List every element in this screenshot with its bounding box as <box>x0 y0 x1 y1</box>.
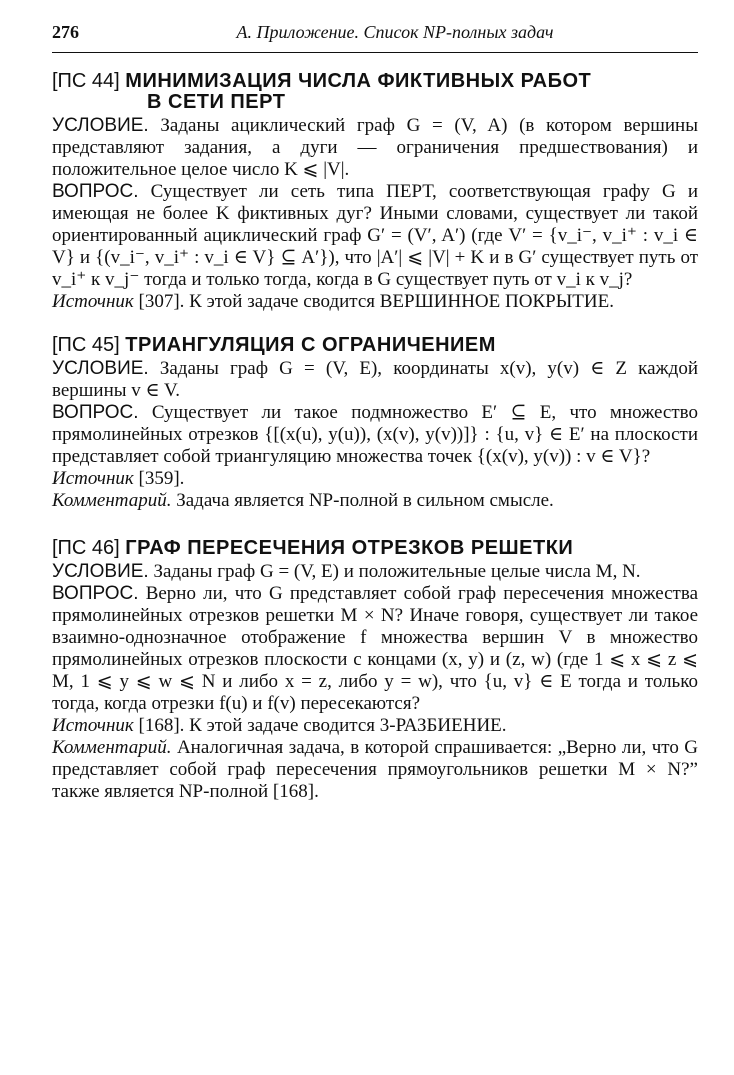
condition-label: УСЛОВИЕ. <box>52 358 149 379</box>
comment-paragraph <box>52 737 698 803</box>
source-text: [168]. К этой задаче сводится 3-РАЗБИЕНИЕ. <box>138 715 507 736</box>
source-label: Источник <box>52 468 134 489</box>
comment-label: Комментарий. <box>52 737 172 758</box>
running-header <box>52 22 698 53</box>
problem-ps45 <box>52 335 698 512</box>
problem-name: МИНИМИЗАЦИЯ ЧИСЛА ФИКТИВНЫХ РАБОТ <box>125 70 592 92</box>
problem-code: [ПС 44] <box>52 70 120 92</box>
question-paragraph <box>52 181 698 291</box>
condition-paragraph <box>52 115 698 181</box>
page-number: 276 <box>52 22 79 42</box>
running-title: А. Приложение. Список NP-полных задач <box>236 22 554 42</box>
question-text: Существует ли сеть типа ПЕРТ, соответствующая графу G и имеющая не более K фиктивных дуг? Иными словами, существует ли такой ориентированный ациклический граф G′ = (V′, A′) (где V′ = {v_i⁻, v_i⁺ : v_i ∈ V} и {(v_i⁻, v_i⁺ : v_i ∈ V} ⊆ A′}), что |A′| ⩽ |V| + K и в G′ существует путь от v_i⁺ к v_j⁻ тогда и только тогда, когда в G существует путь от v_i к v_j? <box>52 181 699 290</box>
condition-text: Заданы граф G = (V, E) и положительные целые числа M, N. <box>153 561 641 582</box>
condition-text: Заданы ациклический граф G = (V, A) (в котором вершины представляют задания, а дуги — ограничения предшествования) и положительное целое число K ⩽ |V|. <box>52 115 698 180</box>
source-text: [307]. К этой задаче сводится ВЕРШИННОЕ ПОКРЫТИЕ. <box>138 291 614 312</box>
question-label: ВОПРОС. <box>52 583 139 604</box>
problem-ps44 <box>52 71 698 313</box>
comment-text: Задача является NP-полной в сильном смысле. <box>176 490 554 511</box>
problem-title <box>52 538 698 559</box>
problem-ps46 <box>52 538 698 803</box>
source-paragraph <box>52 468 698 490</box>
problem-code: [ПС 46] <box>52 537 120 559</box>
condition-paragraph <box>52 561 698 583</box>
source-paragraph <box>52 715 698 737</box>
problem-name: ГРАФ ПЕРЕСЕЧЕНИЯ ОТРЕЗКОВ РЕШЕТКИ <box>125 537 574 559</box>
comment-text: Аналогичная задача, в которой спрашивается: „Верно ли, что G представляет собой граф пересечения прямоугольников решетки M × N?” также является NP-полной [168]. <box>52 737 698 802</box>
question-label: ВОПРОС. <box>52 181 139 202</box>
comment-paragraph <box>52 490 698 512</box>
problem-title <box>52 71 698 113</box>
problem-name: ТРИАНГУЛЯЦИЯ С ОГРАНИЧЕНИЕМ <box>125 334 496 356</box>
source-text: [359]. <box>138 468 185 489</box>
question-text: Верно ли, что G представляет собой граф пересечения множества прямолинейных отрезков решетки M × N? Иначе говоря, существует ли такое взаимно-однозначное отображение f множества вершин V в множество прямолинейных отрезков плоскости с концами (x, y) и (z, w) (где 1 ⩽ x ⩽ z ⩽ M, 1 ⩽ y ⩽ w ⩽ N и либо x = z, либо y = w), что {u, v} ∈ E тогда и только тогда, когда отрезки f(u) и f(v) пересекаются? <box>52 583 698 714</box>
source-label: Источник <box>52 715 134 736</box>
question-text: Существует ли такое подмножество E′ ⊆ E, что множество прямолинейных отрезков {[(x(u), y(u)), (x(v), y(v))]} : {u, v} ∈ E′ на плоскости представляет собой триангуляцию множества точек {(x(v), y(v)) : v ∈ V}? <box>52 402 699 467</box>
source-paragraph <box>52 291 698 313</box>
condition-label: УСЛОВИЕ. <box>52 115 149 136</box>
question-label: ВОПРОС. <box>52 402 139 423</box>
question-paragraph <box>52 583 698 715</box>
comment-label: Комментарий. <box>52 490 172 511</box>
question-paragraph <box>52 402 698 468</box>
condition-paragraph <box>52 358 698 402</box>
condition-label: УСЛОВИЕ. <box>52 561 149 582</box>
source-label: Источник <box>52 291 134 312</box>
condition-text: Заданы граф G = (V, E), координаты x(v), y(v) ∈ Z каждой вершины v ∈ V. <box>52 358 699 401</box>
problem-title <box>52 335 698 356</box>
problem-code: [ПС 45] <box>52 334 120 356</box>
problem-name-continued: В СЕТИ ПЕРТ <box>147 91 286 113</box>
